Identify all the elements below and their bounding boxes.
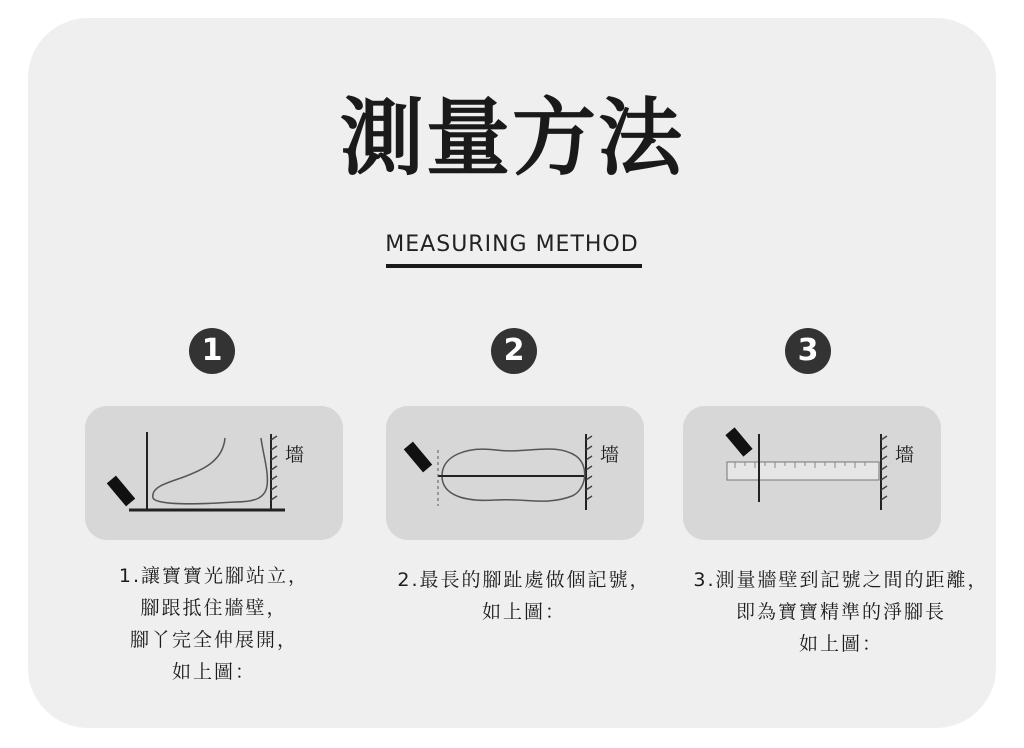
caption-line: 即為寶寶精準的淨腳長 [735, 601, 946, 623]
step-1-badge: 1 [189, 328, 235, 374]
wall-label: 墻 [895, 444, 915, 466]
caption-line: 如上圖： [481, 601, 566, 623]
step-2-caption [374, 564, 674, 628]
step-1-caption [84, 560, 344, 688]
footprint-mark-icon [386, 406, 644, 540]
step-3-illustration [683, 406, 941, 540]
caption-line: 腳跟抵住牆壁， [140, 597, 288, 619]
caption-line: 腳丫完全伸展開， [129, 629, 298, 651]
foot-standing-icon [85, 406, 343, 540]
subtitle-underline [386, 264, 642, 268]
caption-line: 如上圖： [171, 661, 256, 683]
caption-line: 如上圖： [798, 633, 883, 655]
ruler-measure-icon [683, 406, 941, 540]
caption-line: 2.最長的腳趾處做個記號， [397, 569, 651, 591]
page-title: 測量方法 [339, 89, 684, 187]
caption-line: 1.讓寶寶光腳站立， [118, 565, 310, 587]
step-1-illustration [85, 406, 343, 540]
wall-label: 墻 [285, 444, 305, 466]
step-3-badge: 3 [785, 328, 831, 374]
caption-line: 3.測量牆壁到記號之間的距離， [693, 569, 989, 591]
page-subtitle: MEASURING METHOD [385, 232, 639, 257]
wall-label: 墻 [600, 444, 620, 466]
step-2-illustration [386, 406, 644, 540]
step-3-caption [676, 564, 1006, 660]
step-2-badge: 2 [491, 328, 537, 374]
